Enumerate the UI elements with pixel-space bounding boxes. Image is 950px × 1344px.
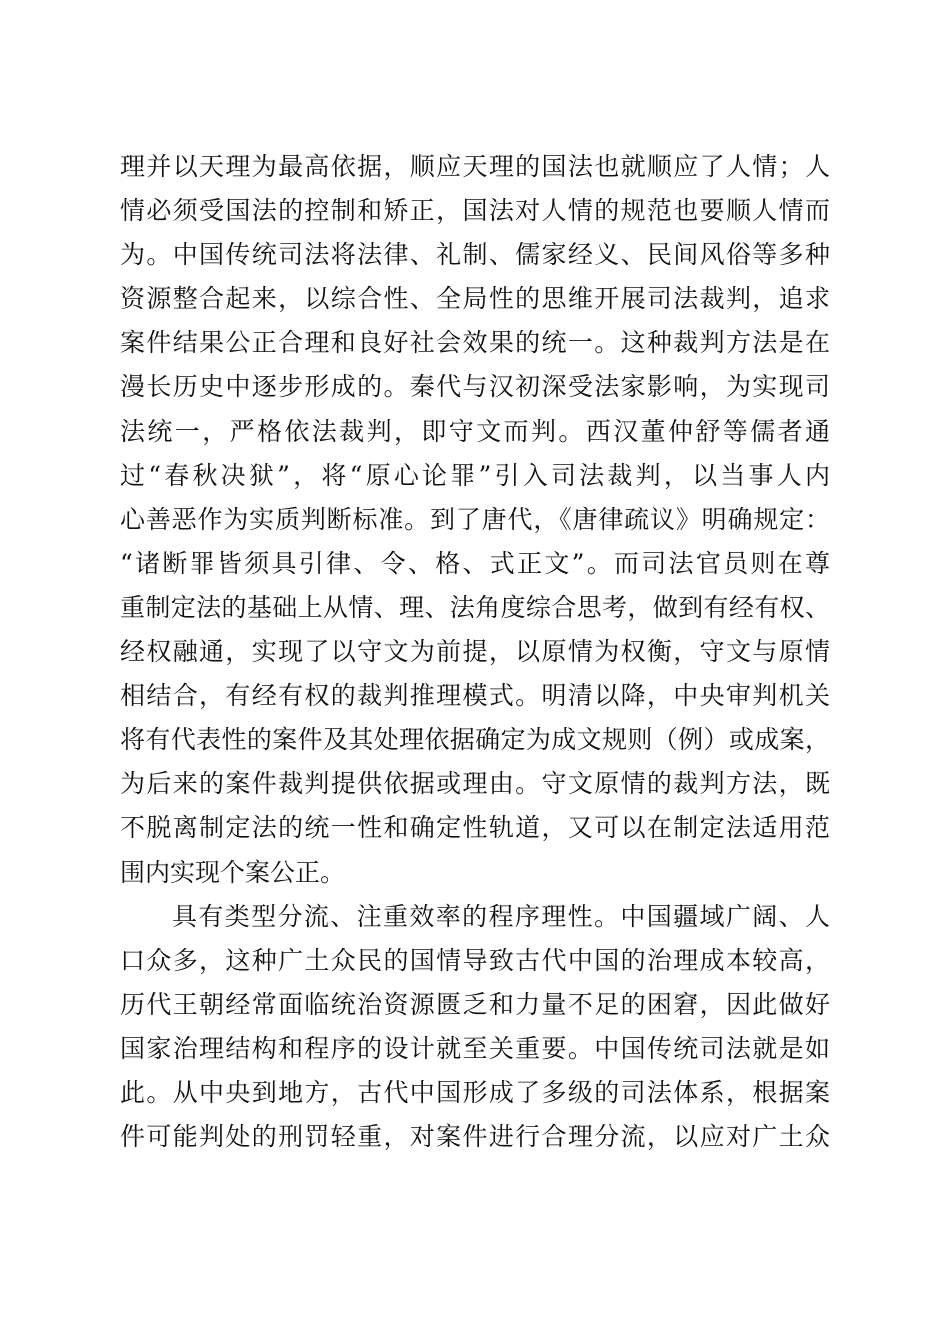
text-line: 具有类型分流、注重效率的程序理性。中国疆域广阔、人 (172, 901, 830, 931)
text-line: “诸断罪皆须具引律、令、格、式正文”。而司法官员则在尊 (120, 548, 830, 578)
text-line: 为。中国传统司法将法律、礼制、儒家经义、民间风俗等多种 (120, 240, 830, 270)
text-line: 围内实现个案公正。 (120, 857, 346, 887)
text-line: 不脱离制定法的统一性和确定性轨道，又可以在制定法适用范 (120, 813, 830, 843)
text-line: 将有代表性的案件及其处理依据确定为成文规则（例）或成案， (120, 725, 830, 755)
text-line: 为后来的案件裁判提供依据或理由。守文原情的裁判方法，既 (120, 769, 830, 799)
text-line: 情必须受国法的控制和矫正，国法对人情的规范也要顺人情而 (120, 196, 830, 226)
text-line: 过“春秋决狱”，将“原心论罪”引入司法裁判，以当事人内 (120, 460, 830, 490)
text-line: 案件结果公正合理和良好社会效果的统一。这种裁判方法是在 (120, 328, 830, 358)
text-line: 理并以天理为最高依据，顺应天理的国法也就顺应了人情；人 (120, 152, 830, 181)
text-line: 心善恶作为实质判断标准。到了唐代，《唐律疏议》明确规定： (120, 504, 830, 534)
text-line: 资源整合起来，以综合性、全局性的思维开展司法裁判，追求 (120, 284, 830, 314)
text-line: 法统一，严格依法裁判，即守文而判。西汉董仲舒等儒者通 (120, 416, 830, 446)
paragraph-continuation (120, 145, 830, 895)
text-line: 重制定法的基础上从情、理、法角度综合思考，做到有经有权、 (120, 592, 830, 622)
text-line: 国家治理结构和程序的设计就至关重要。中国传统司法就是如 (120, 1033, 830, 1063)
text-line: 此。从中央到地方，古代中国形成了多级的司法体系，根据案 (120, 1077, 830, 1107)
text-line: 漫长历史中逐步形成的。秦代与汉初深受法家影响，为实现司 (120, 372, 830, 402)
paragraph-procedural-rationality (120, 895, 830, 1160)
text-line: 相结合，有经有权的裁判推理模式。明清以降，中央审判机关 (120, 681, 830, 711)
text-line: 口众多，这种广土众民的国情导致古代中国的治理成本较高， (120, 945, 830, 975)
text-line: 历代王朝经常面临统治资源匮乏和力量不足的困窘，因此做好 (120, 989, 830, 1019)
text-line: 件可能判处的刑罚轻重，对案件进行合理分流，以应对广土众 (120, 1122, 830, 1152)
body-text (120, 145, 830, 1159)
text-line: 经权融通，实现了以守文为前提，以原情为权衡，守文与原情 (120, 637, 830, 667)
